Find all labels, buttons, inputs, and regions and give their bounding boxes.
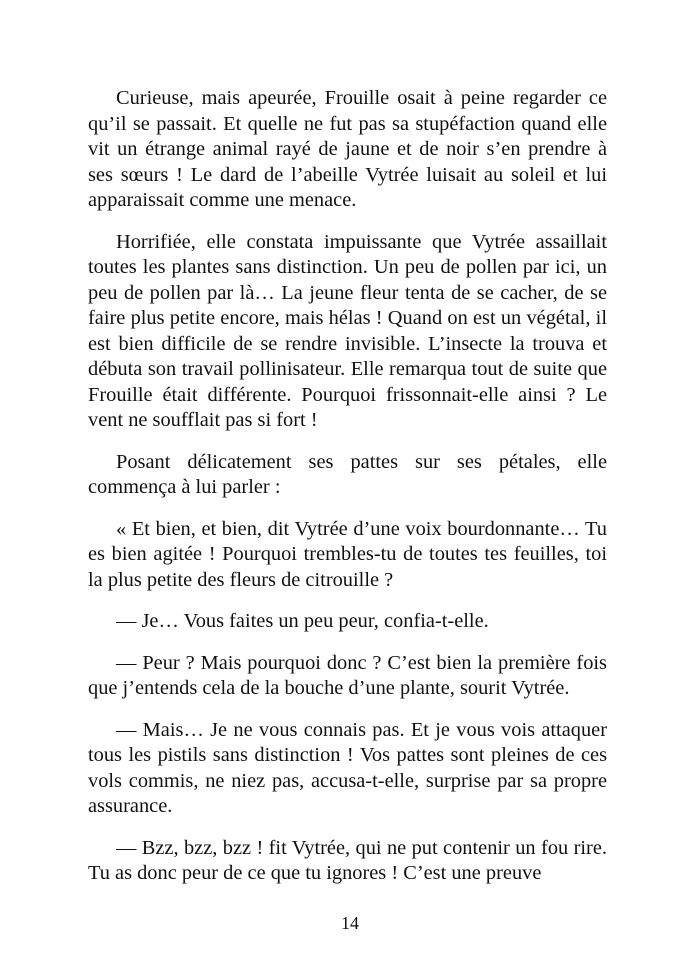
paragraph-8: — Bzz, bzz, bzz ! fit Vytrée, qui ne put contenir un fou rire. Tu as donc peur de ce que tu ignores ! C’est une preuve (88, 836, 607, 884)
paragraph-6: — Peur ? Mais pourquoi donc ? C’est bien la première fois que j’entends cela de la bouche d’une plante, sourit Vytrée. (88, 651, 607, 699)
paragraph-4: « Et bien, et bien, dit Vytrée d’une voix bourdonnante… Tu es bien agitée ! Pourquoi trembles-tu de toutes tes feuilles, toi la plus petite des fleurs de citrouille ? (88, 517, 607, 591)
paragraph-1: Curieuse, mais apeurée, Frouille osait à peine regarder ce qu’il se passait. Et quelle ne fut pas sa stupéfaction quand elle vit un étrange animal rayé de jaune et de noir s’en prendre à ses sœurs ! Le dard de l’abeille Vytrée luisait au soleil et lui apparaissait comme une menace. (88, 87, 607, 211)
paragraph-7: — Mais… Je ne vous connais pas. Et je vous vois attaquer tous les pistils sans distinction ! Vos pattes sont pleines de ces vols commis, ne niez pas, accusa-t-elle, surprise par sa propre assurance. (88, 718, 607, 817)
paragraph-5: — Je… Vous faites un peu peur, confia-t-elle. (116, 610, 489, 632)
page-number: 14 (341, 913, 359, 933)
paragraph-2: Horrifiée, elle constata impuissante que Vytrée assaillait toutes les plantes sans distinction. Un peu de pollen par ici, un peu de pollen par là… La jeune fleur tenta de se cacher, de se faire plus petite encore, mais hélas ! Quand on est un végétal, il est bien difficile de se rendre invisible. L’insecte la trouva et débuta son travail pollinisateur. Elle remarqua tout de suite que Frouille était différente. Pourquoi frissonnait-elle ainsi ? Le vent ne soufflait pas si fort ! (88, 230, 607, 431)
paragraph-3: Posant délicatement ses pattes sur ses pétales, elle commença à lui parler : (88, 450, 607, 498)
body-text (88, 86, 607, 903)
